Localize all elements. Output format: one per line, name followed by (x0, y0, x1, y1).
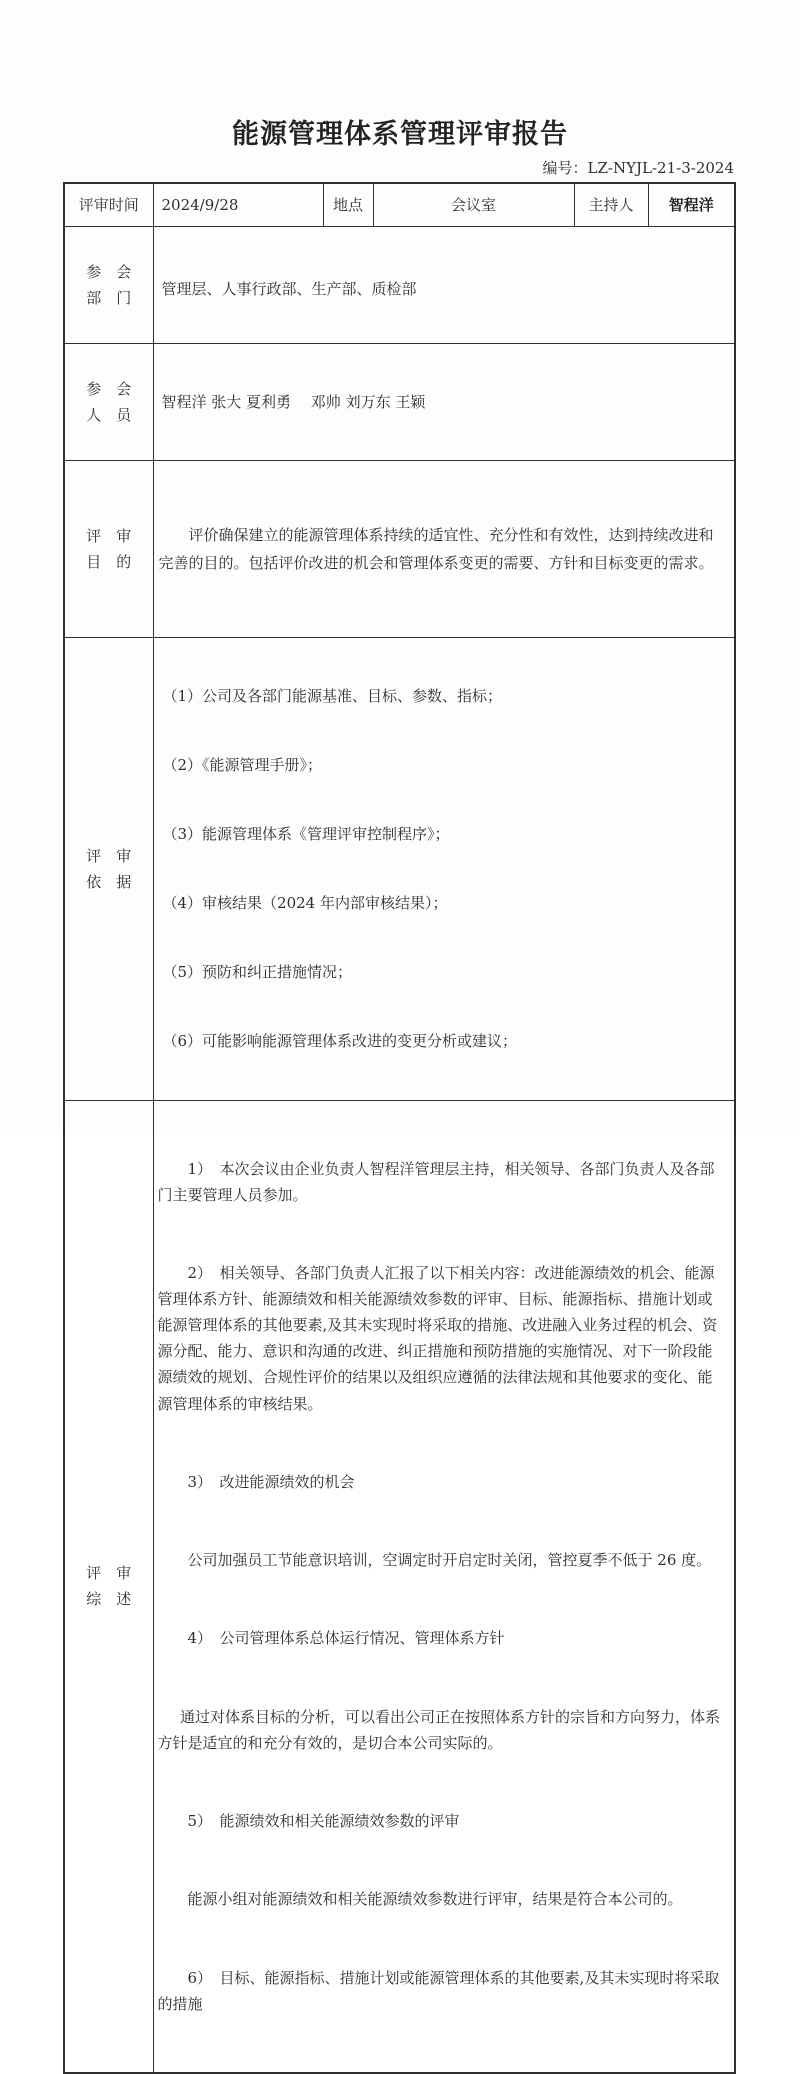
review-report-table (63, 182, 736, 2074)
departments-label-line-2: 部 门 (86, 288, 132, 307)
basis-label-line-1: 评 审 (86, 846, 132, 865)
summary-paragraph: 通过对体系目标的分析，可以看出公司正在按照体系方针的宗旨和方向努力，体系方针是适宜的和充分有效的，是切合本公司实际的。 (157, 1707, 721, 1752)
summary-label-line-1: 评 审 (86, 1564, 132, 1583)
summary-label-line-2: 综 述 (86, 1590, 132, 1609)
doc-number-value: LZ-NYJL-21-3-2024 (587, 159, 734, 177)
participants-row (64, 343, 735, 460)
departments-label (64, 226, 153, 343)
basis-item: （1）公司及各部门能源基准、目标、参数、指标； (162, 686, 503, 705)
location-label: 地点 (323, 183, 373, 226)
basis-item: （2）《能源管理手册》； (162, 755, 323, 774)
purpose-label-line-1: 评 审 (86, 526, 132, 545)
page-title: 能源管理体系管理评审报告 (232, 119, 568, 150)
host-label: 主持人 (574, 183, 648, 226)
departments-label-line-1: 参 会 (86, 262, 132, 281)
review-time-value: 2024/9/28 (153, 183, 323, 226)
participants-label-line-2: 人 员 (86, 405, 132, 424)
basis-label-line-2: 依 据 (86, 872, 132, 891)
host-value: 智程洋 (648, 183, 735, 226)
participants-label (64, 343, 153, 460)
summary-paragraph: 6） 目标、能源指标、措施计划或能源管理体系的其他要素,及其未实现时将采取的措施 (157, 1968, 720, 2013)
purpose-text: 评价确保建立的能源管理体系持续的适宜性、充分性和有效性，达到持续改进和完善的目的。包括评价改进的机会和管理体系变更的需要、方针和目标变更的需求。 (158, 525, 714, 572)
summary-paragraph: 公司加强员工节能意识培训，空调定时开启定时关闭，管控夏季不低于 26 度。 (187, 1551, 712, 1570)
location-value: 会议室 (373, 183, 574, 226)
summary-value (153, 1100, 735, 2073)
review-time-label: 评审时间 (64, 183, 153, 226)
participants-label-line-1: 参 会 (86, 379, 132, 398)
summary-paragraph: 1） 本次会议由企业负责人智程洋管理层主持，相关领导、各部门负责人及各部门主要管理人员参加。 (157, 1159, 715, 1204)
summary-paragraph: 能源小组对能源绩效和相关能源绩效参数进行评审，结果是符合本公司的。 (187, 1890, 683, 1909)
departments-row (64, 226, 735, 343)
basis-value (153, 637, 735, 1100)
basis-item: （6）可能影响能源管理体系改进的变更分析或建议； (162, 1031, 518, 1050)
summary-paragraph: 4） 公司管理体系总体运行情况、管理体系方针 (187, 1629, 505, 1648)
summary-paragraph: 3） 改进能源绩效的机会 (187, 1472, 355, 1491)
doc-number-label: 编号： (542, 159, 588, 177)
doc-number (63, 158, 734, 178)
purpose-label-line-2: 目 的 (86, 552, 132, 571)
header-row (64, 183, 735, 226)
purpose-value (153, 460, 735, 637)
summary-row (64, 1100, 735, 2073)
departments-value: 管理层、人事行政部、生产部、质检部 (153, 226, 735, 343)
basis-item: （5）预防和纠正措施情况； (162, 962, 353, 981)
basis-item: （3）能源管理体系《管理评审控制程序》； (162, 824, 450, 843)
basis-row (64, 637, 735, 1100)
summary-paragraph: 2） 相关领导、各部门负责人汇报了以下相关内容：改进能源绩效的机会、能源管理体系方针、能源绩效和相关能源绩效参数的评审、目标、能源指标、措施计划或能源管理体系的其他要素,及其未实现时将采取的措施、改进融入业务过程的机会、资源分配、能力、意识和沟通的改进、纠正措施和预防措施的实施情况、对下一阶段能源绩效的规划、合规性评价的结果以及组织应遵循的法律法规和其他要求的变化、能源管理体系的审核结果。 (157, 1264, 718, 1413)
purpose-row (64, 460, 735, 637)
summary-label (64, 1100, 153, 2073)
summary-paragraph: 5） 能源绩效和相关能源绩效参数的评审 (187, 1812, 460, 1831)
participants-value: 智程洋 张大 夏利勇 邓帅 刘万东 王颖 (153, 343, 735, 460)
purpose-label (64, 460, 153, 637)
basis-label (64, 637, 153, 1100)
basis-item: （4）审核结果（2024 年内部审核结果）； (162, 893, 448, 912)
